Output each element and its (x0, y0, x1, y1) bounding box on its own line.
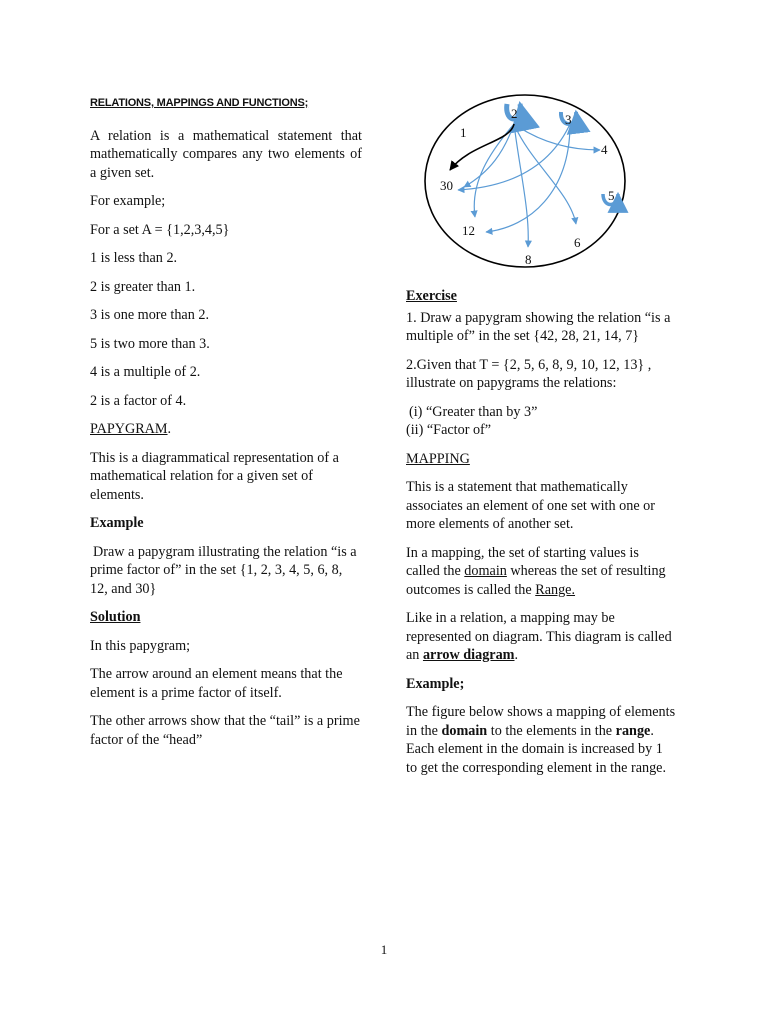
solution-title: Solution (90, 609, 141, 625)
relation-example: 2 is greater than 1. (90, 278, 196, 295)
set-definition: For a set A = {1,2,3,4,5} (90, 221, 230, 238)
exercise-2-part-i: (i) “Greater than by 3” (409, 403, 538, 420)
example-text: Draw a papygram illustrating the relation “is a prime factor of” in the set {1, 2, 3, 4, 5, 6, 8, 12, and 30} (90, 543, 357, 597)
arrow-diagram-text: Like in a relation, a mapping may be represented on diagram. This diagram is called an (406, 610, 672, 663)
arrow-2-to-8 (514, 124, 528, 247)
page-number: 1 (380, 942, 388, 957)
papygram-title-period: . (167, 421, 172, 437)
node-label-1: 1 (460, 125, 467, 140)
solution-line: In this papygram; (90, 637, 191, 654)
papygram-diagram (420, 92, 636, 280)
figure-text: to the elements in the (487, 722, 616, 739)
solution-line: The arrow around an element means that the element is a prime factor of itself. (90, 666, 343, 701)
relation-example: 4 is a multiple of 2. (90, 364, 201, 380)
exercise-title: Exercise (406, 288, 457, 304)
relation-example: 5 is two more than 3. (90, 335, 210, 352)
node-label-12: 12 (462, 223, 475, 238)
node-label-8: 8 (525, 252, 532, 267)
node-label-6: 6 (574, 235, 581, 250)
solution-line: The other arrows show that the “tail” is a prime factor of the “head” (90, 713, 360, 748)
figure-text: . Each element in the domain is increased by 1 to get the corresponding element in the range. (406, 722, 667, 776)
domain-range-text: In a mapping, the set of starting values is called the (406, 544, 639, 579)
node-label-2: 2 (511, 106, 518, 121)
exercise-2: 2.Given that T = {2, 5, 6, 8, 9, 10, 12, 13} , illustrate on papygrams the relations: (406, 356, 652, 391)
mapping-example-title: Example; (406, 675, 465, 692)
range-term-bold: range (615, 722, 651, 739)
node-label-30: 30 (440, 178, 453, 193)
arrow-diagram-period: . (514, 647, 519, 663)
papygram-title-text: PAPYGRAM (90, 421, 168, 437)
domain-range-paragraph (406, 544, 676, 600)
range-term: Range. (535, 581, 576, 598)
exercise-1: 1. Draw a papygram showing the relation “is a multiple of” in the set {42, 28, 21, 14, 7} (406, 309, 671, 344)
domain-term-bold: domain (441, 722, 488, 739)
arrow-diagram-paragraph (406, 609, 676, 665)
papygram-definition: This is a diagrammatical representation of a mathematical relation for a given set of elements. (90, 449, 339, 503)
relation-example: 1 is less than 2. (90, 250, 178, 266)
mapping-title: MAPPING (406, 450, 470, 467)
relation-definition: A relation is a mathematical statement that mathematically compares any two elements of a given set. (90, 127, 362, 181)
example-title: Example (90, 515, 144, 531)
domain-term: domain (464, 563, 507, 579)
exercise-2-part-ii: (ii) “Factor of” (406, 422, 492, 438)
relation-example: 3 is one more than 2. (90, 307, 209, 323)
relation-example: 2 is a factor of 4. (90, 392, 187, 409)
figure-text: The figure below shows a mapping of elements in the (406, 704, 676, 739)
for-example-text: For example; (90, 193, 166, 209)
right-column (406, 287, 676, 787)
node-label-5: 5 (608, 188, 615, 203)
node-label-4: 4 (601, 142, 608, 157)
left-column (90, 94, 362, 759)
figure-description (406, 703, 676, 777)
papygram-title (90, 420, 362, 439)
node-label-3: 3 (565, 112, 572, 127)
domain-range-text: whereas the set of resulting outcomes is called the (406, 563, 666, 598)
mapping-definition: This is a statement that mathematically associates an element of one set with one or more elements of another set. (406, 479, 655, 532)
section-heading: RELATIONS, MAPPINGS AND FUNCTIONS; (90, 97, 309, 109)
arrow-diagram-term: arrow diagram (422, 647, 515, 663)
arrow-3-to-12 (486, 124, 570, 232)
set-boundary-ellipse (425, 95, 625, 267)
